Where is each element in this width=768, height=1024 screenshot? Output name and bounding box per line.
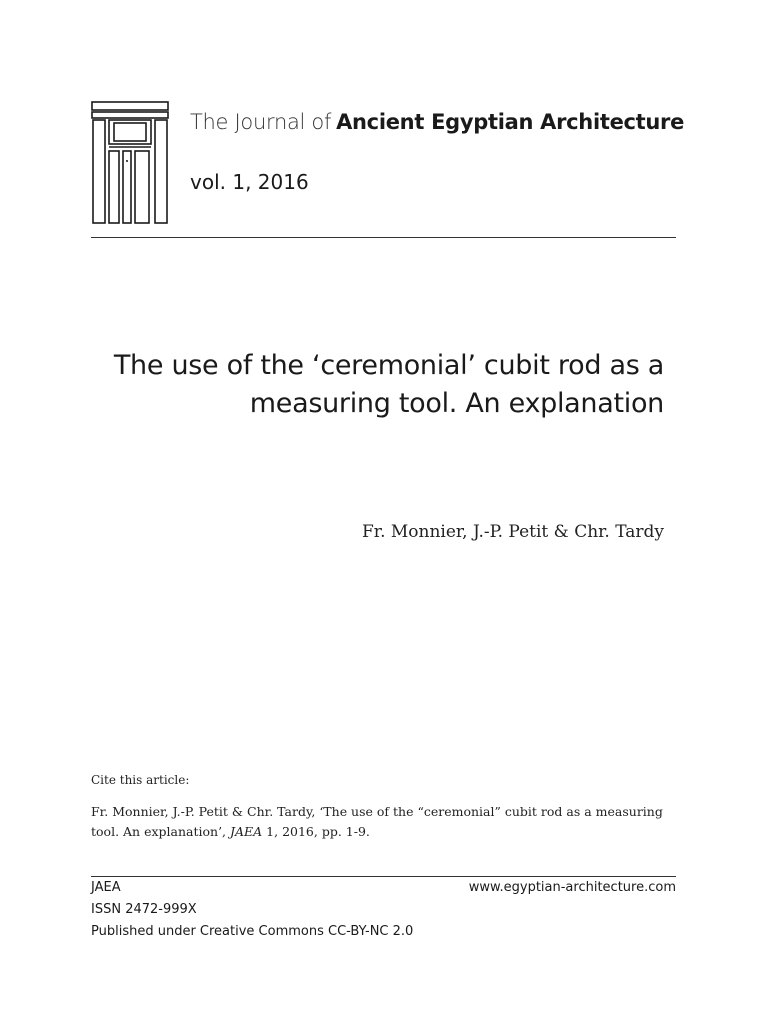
journal-logo-icon — [91, 101, 169, 224]
footer-website-link[interactable]: www.egyptian-architecture.com — [468, 880, 676, 895]
footer-license: Published under Creative Commons CC-BY-NC 2.0 — [91, 924, 414, 939]
citation-part-2: 1, 2016, pp. 1-9. — [262, 824, 370, 839]
citation-part-1: Fr. Monnier, J.-P. Petit & Chr. Tardy, ‘The use of the “ceremonial” cubit rod as a measuring tool. An explanation’, — [91, 804, 663, 839]
journal-title — [190, 110, 684, 134]
article-title-line-1: The use of the ‘ceremonial’ cubit rod as a — [113, 350, 664, 381]
journal-title-name: Ancient Egyptian Architecture — [336, 110, 685, 134]
cite-label: Cite this article: — [91, 773, 190, 787]
header-divider — [91, 237, 676, 238]
citation-journal-abbrev: JAEA — [230, 824, 263, 839]
footer-abbrev: JAEA — [91, 880, 121, 895]
citation-text — [91, 802, 681, 842]
temple-gateway-icon — [91, 101, 169, 224]
footer-divider — [91, 876, 676, 877]
article-authors: Fr. Monnier, J.-P. Petit & Chr. Tardy — [362, 522, 664, 542]
volume-info: vol. 1, 2016 — [190, 170, 309, 194]
article-title — [84, 347, 664, 423]
footer-issn: ISSN 2472-999X — [91, 902, 197, 917]
article-title-line-2: measuring tool. An explanation — [249, 388, 664, 419]
journal-title-prefix: The Journal of — [190, 110, 332, 134]
